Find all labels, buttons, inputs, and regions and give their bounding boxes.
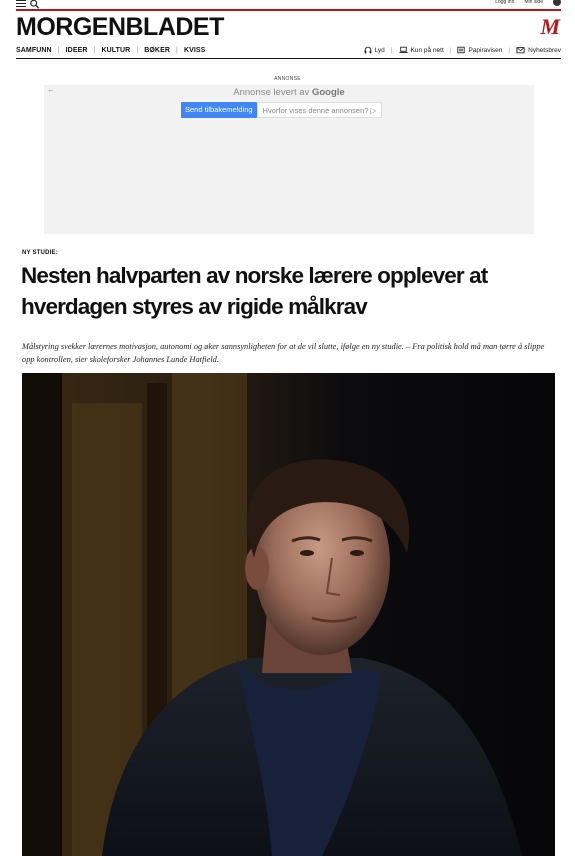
back-arrow-icon[interactable]: ← (47, 85, 55, 94)
article-headline: Nesten halvparten av norske lærere opplever at hverdagen styres av rigide målkrav (21, 263, 488, 319)
account-links (495, 0, 561, 6)
section-nav (16, 47, 205, 54)
my-page-link[interactable]: Min side (524, 0, 543, 5)
tool-separator: | (449, 46, 452, 54)
mail-icon (516, 46, 525, 54)
ad-label: ANNONSE (274, 76, 301, 82)
article-photo (22, 373, 555, 856)
article-kicker: NY STUDIE: (22, 250, 58, 256)
tool-label: Papiravisen (468, 46, 503, 54)
tool-label: Nyhetsbrev (528, 46, 561, 54)
tool-online-only[interactable] (399, 46, 444, 54)
nav-item-ideer[interactable]: IDEER (65, 47, 88, 54)
search-icon[interactable] (29, 0, 40, 9)
ad-choices-icon: ▷ (370, 106, 377, 115)
menu-icon[interactable] (16, 0, 26, 7)
tool-newsletter[interactable] (516, 46, 561, 54)
portrait-image (22, 373, 555, 856)
laptop-icon (399, 46, 408, 54)
header-rule (16, 58, 561, 59)
nav-item-samfunn[interactable]: SAMFUNN (16, 47, 52, 54)
ad-provided-by (44, 87, 534, 98)
nav-item-kviss[interactable]: KVISS (183, 47, 206, 54)
ad-why-button[interactable] (257, 102, 383, 118)
logo-mark[interactable]: M (540, 14, 560, 39)
tool-label: Lyd (374, 46, 385, 54)
nav-separator: | (93, 47, 96, 54)
ad-buttons (181, 102, 382, 118)
google-logo: Google (311, 87, 345, 98)
tool-separator: | (508, 46, 511, 54)
nav-item-boker[interactable]: BØKER (144, 47, 171, 54)
ad-provided-by-text: Annonse levert av (233, 87, 310, 98)
ad-container (44, 85, 534, 234)
login-link[interactable]: Logg inn (495, 0, 515, 5)
tool-separator: | (390, 46, 393, 54)
tool-audio[interactable] (364, 46, 385, 54)
ad-why-label: Hvorfor vises denne annonsen? (262, 106, 369, 115)
nav-item-kultur[interactable]: KULTUR (101, 47, 131, 54)
nav-separator: | (176, 47, 178, 54)
brand-divider (16, 9, 561, 11)
tool-links (364, 46, 561, 54)
tool-paper[interactable] (457, 46, 502, 54)
tool-label: Kun på nett (410, 46, 444, 54)
nav-separator: | (57, 47, 60, 54)
headphones-icon (364, 46, 372, 54)
site-logo[interactable]: MORGENBLADET (16, 13, 224, 41)
newspaper-icon (457, 46, 465, 54)
user-icon[interactable] (553, 0, 561, 6)
article-lead: Målstyring svekker lærernes motivasjon, autonomi og øker sannsynligheten for at de vil slutte, ifølge en ny studie. – Fra politisk hold må man tørre å slippe opp kontrollen, sier skoleforsker Johannes Lunde Hatfield. (22, 342, 545, 364)
top-bar (16, 0, 561, 9)
nav-separator: | (136, 47, 139, 54)
ad-feedback-button[interactable]: Send tilbakemelding (181, 102, 257, 118)
